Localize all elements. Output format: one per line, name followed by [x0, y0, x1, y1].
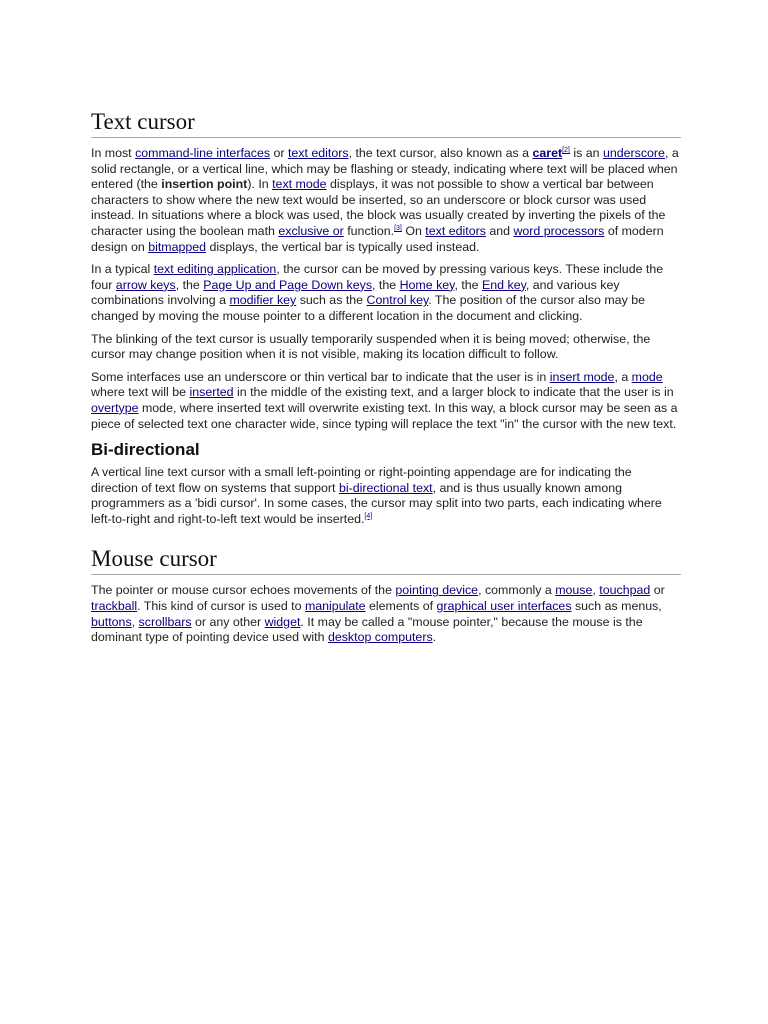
article	[91, 108, 681, 653]
link-insert-mode[interactable]: insert mode	[549, 369, 615, 384]
link-buttons[interactable]: buttons	[91, 614, 132, 629]
text-cursor-paragraph-3: The blinking of the text cursor is usually temporarily suspended when it is being moved; otherwise, the cursor may change position when it is not visible, making its location difficult to follow.	[91, 331, 651, 362]
link-text-editors-2[interactable]: text editors	[425, 223, 486, 238]
link-touchpad[interactable]: touchpad	[599, 583, 651, 598]
link-exclusive-or[interactable]: exclusive or	[278, 223, 344, 238]
heading-divider	[91, 574, 681, 575]
heading-text-cursor: Text cursor	[91, 109, 195, 134]
link-desktop-computers[interactable]: desktop computers	[327, 630, 433, 645]
link-underscore[interactable]: underscore	[602, 146, 665, 160]
link-home-key[interactable]: Home key	[399, 277, 455, 292]
link-bitmapped[interactable]: bitmapped	[148, 239, 207, 254]
link-graphical-user-interfaces[interactable]: graphical user interfaces	[436, 599, 572, 614]
link-end-key[interactable]: End key	[482, 277, 526, 292]
link-text-editors[interactable]: text editors	[287, 146, 349, 160]
text-cursor-paragraph-2: In a typical text editing application, the cursor can be moved by pressing various keys. These include the four arrow keys, the Page Up and Page Down keys, the Home key, the End key, and various key combinations involving a modifier key such as the Control key. The position of the cursor also may be changed by moving the mouse pointer to a different location in the document and clicking.	[91, 262, 664, 323]
link-inserted[interactable]: inserted	[189, 385, 234, 400]
link-mode[interactable]: mode	[631, 369, 663, 384]
link-trackball[interactable]: trackball	[91, 599, 138, 614]
link-bi-directional-text[interactable]: bi-directional text	[338, 480, 433, 495]
link-arrow-keys[interactable]: arrow keys	[115, 277, 176, 292]
citation-4[interactable]: [4]	[364, 512, 373, 520]
heading-mouse-cursor: Mouse cursor	[91, 546, 217, 572]
text-cursor-paragraph-4: Some interfaces use an underscore or thin vertical bar to indicate that the user is in insert mode, a mode where text will be inserted in the middle of the existing text, and a larger block to indicate that the user is in overtype mode, where inserted text will overwrite existing text. In this way, a block cursor may be seen as a piece of selected text one character wide, since typing will replace the text "in" the cursor with the new text.	[91, 369, 678, 431]
citation-2[interactable]: [2]	[562, 147, 570, 154]
link-modifier-key[interactable]: modifier key	[229, 293, 297, 308]
link-mouse[interactable]: mouse	[555, 583, 593, 598]
link-page-up-page-down-keys[interactable]: Page Up and Page Down keys	[203, 277, 373, 292]
link-scrollbars[interactable]: scrollbars	[138, 614, 192, 629]
link-caret[interactable]: caret	[532, 146, 563, 160]
text-cursor-paragraph-1: In most command-line interfaces or text editors, the text cursor, also known as a caret[2] is an underscore, a solid rectangle, or a vertical line, which may be flashing or steady, indicating where text will be placed when entered (the insertion point). In text mode displays, it was not possible to show a vertical bar between characters to show where the new text would be inserted, so an underscore or block cursor was used instead. In situations where a block was used, the block was usually created by inverting the pixels of the character using the boolean math exclusive or function.[3] On text editors and word processors of modern design on bitmapped displays, the vertical bar is typically used instead.	[91, 146, 679, 254]
mouse-cursor-paragraph: The pointer or mouse cursor echoes movements of the pointing device, commonly a mouse, touchpad or trackball. This kind of cursor is used to manipulate elements of graphical user interfaces such as menus, buttons, scrollbars or any other widget. It may be called a "mouse pointer," because the mouse is the dominant type of pointing device used with desktop computers.	[91, 583, 665, 645]
link-text-editing-application[interactable]: text editing application	[153, 262, 277, 277]
citation-3[interactable]: [3]	[394, 224, 402, 232]
link-text-mode[interactable]: text mode	[272, 177, 327, 192]
link-command-line-interfaces[interactable]: command-line interfaces	[135, 146, 271, 160]
link-widget[interactable]: widget	[264, 614, 301, 629]
link-word-processors[interactable]: word processors	[513, 223, 605, 238]
heading-bi-directional: Bi-directional	[91, 440, 200, 460]
link-manipulate[interactable]: manipulate	[304, 599, 366, 614]
heading-divider	[91, 137, 681, 138]
insertion-point-term: insertion point	[161, 177, 248, 192]
bidirectional-paragraph: A vertical line text cursor with a small left-pointing or right-pointing appendage are for indicating the direction of text flow on systems that support bi-directional text, and is thus usually known among programmers as a 'bidi cursor'. In some cases, the cursor may split into two parts, each indicating where left-to-right and right-to-left text would be inserted.[4]	[91, 465, 662, 526]
link-pointing-device[interactable]: pointing device	[395, 583, 479, 598]
link-control-key[interactable]: Control key	[366, 293, 429, 308]
link-overtype[interactable]: overtype	[91, 400, 139, 415]
